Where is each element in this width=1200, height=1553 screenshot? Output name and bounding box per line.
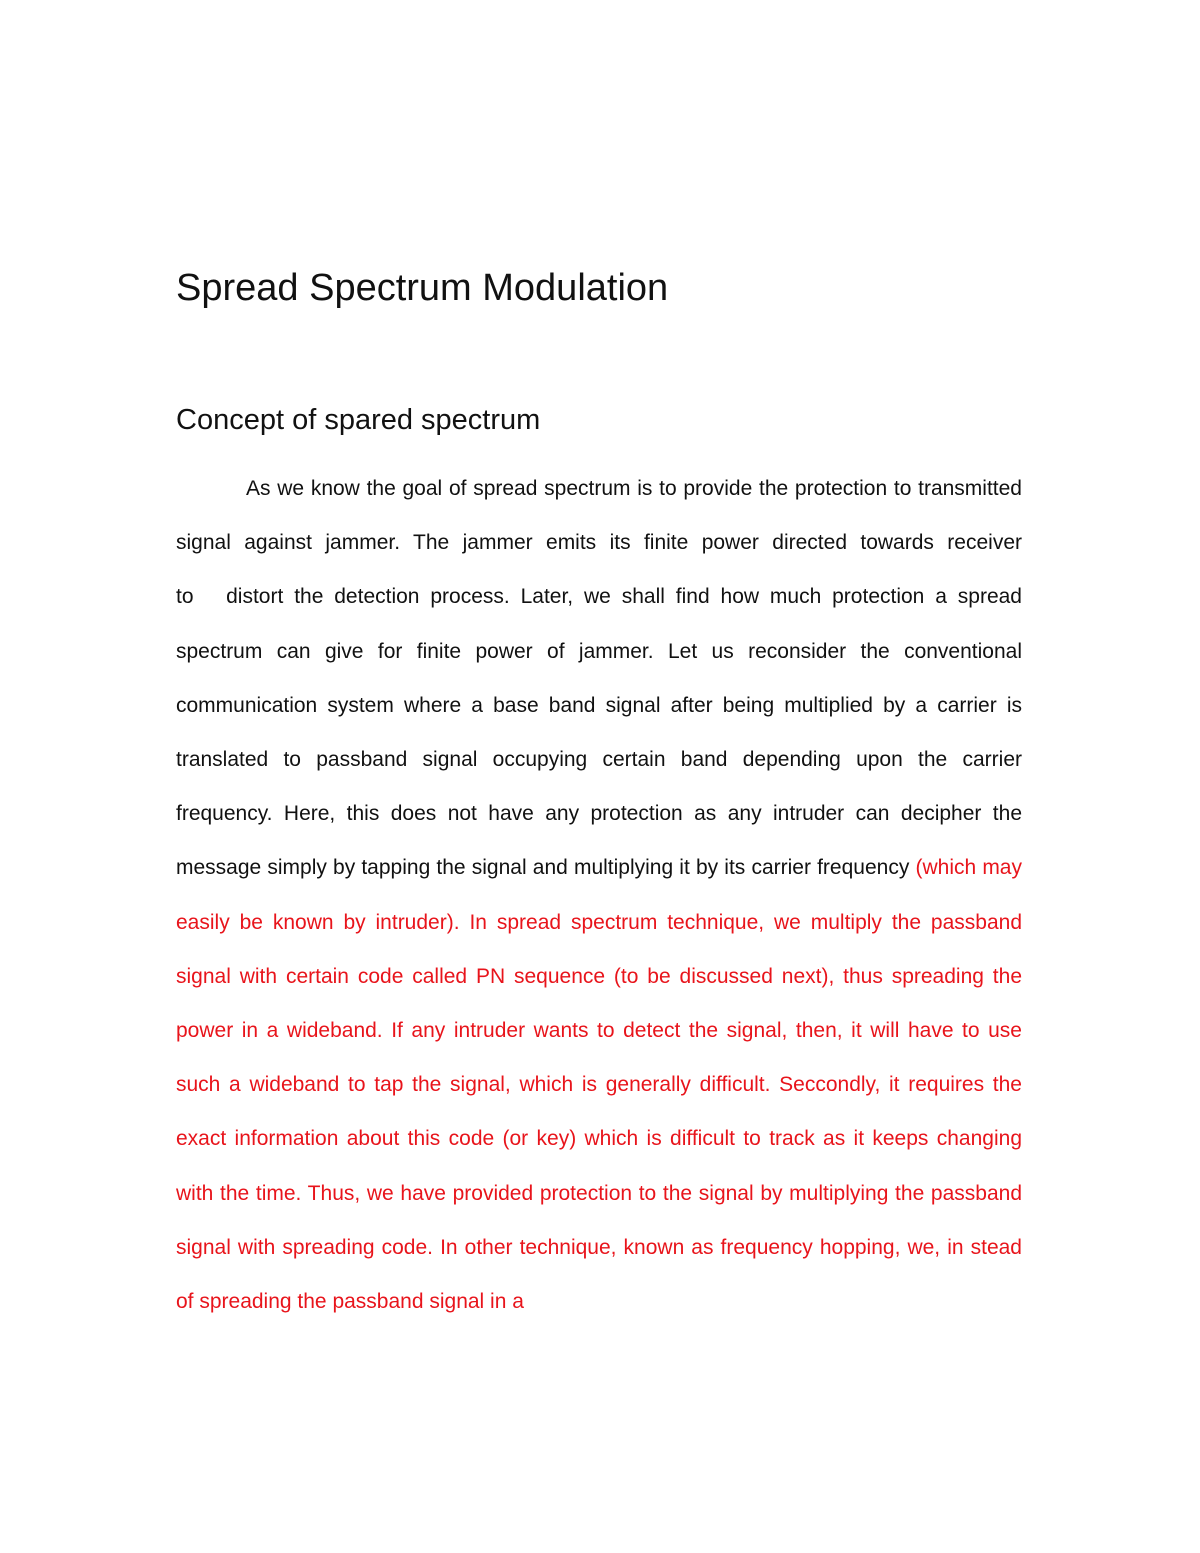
paragraph-text: As we know the goal of spread spectrum is to provide the protection to transmitted signal against jammer. The jammer emits its finite power directed towards receiver to distort the detection process. Later, we shall find how much protection a spread spectrum can give for finite power of jammer. Let us reconsider the conventional communication system where a base band signal after being multiplied by a carrier is translated to passband signal occupying certain band depending upon the carrier frequency. Here, this does not have any protection as any intruder can decipher the message simply by tapping the signal and multiplying it by its carrier frequency xyxy=(176,477,1022,880)
body-paragraph xyxy=(176,462,1022,1329)
document-title: Spread Spectrum Modulation xyxy=(176,267,669,309)
highlighted-paragraph-text: (which may easily be known by intruder). In spread spectrum technique, we multiply the passband signal with certain code called PN sequence (to be discussed next), thus spreading the power in a wideband. If any intruder wants to detect the signal, then, it will have to use such a wideband to tap the signal, which is generally difficult. Seccondly, it requires the exact information about this code (or key) which is difficult to track as it keeps changing with the time. Thus, we have provided protection to the signal by multiplying the passband signal with spreading code. In other technique, known as frequency hopping, we, in stead of spreading the passband signal in a xyxy=(176,856,1022,1314)
section-heading: Concept of spared spectrum xyxy=(176,404,541,436)
